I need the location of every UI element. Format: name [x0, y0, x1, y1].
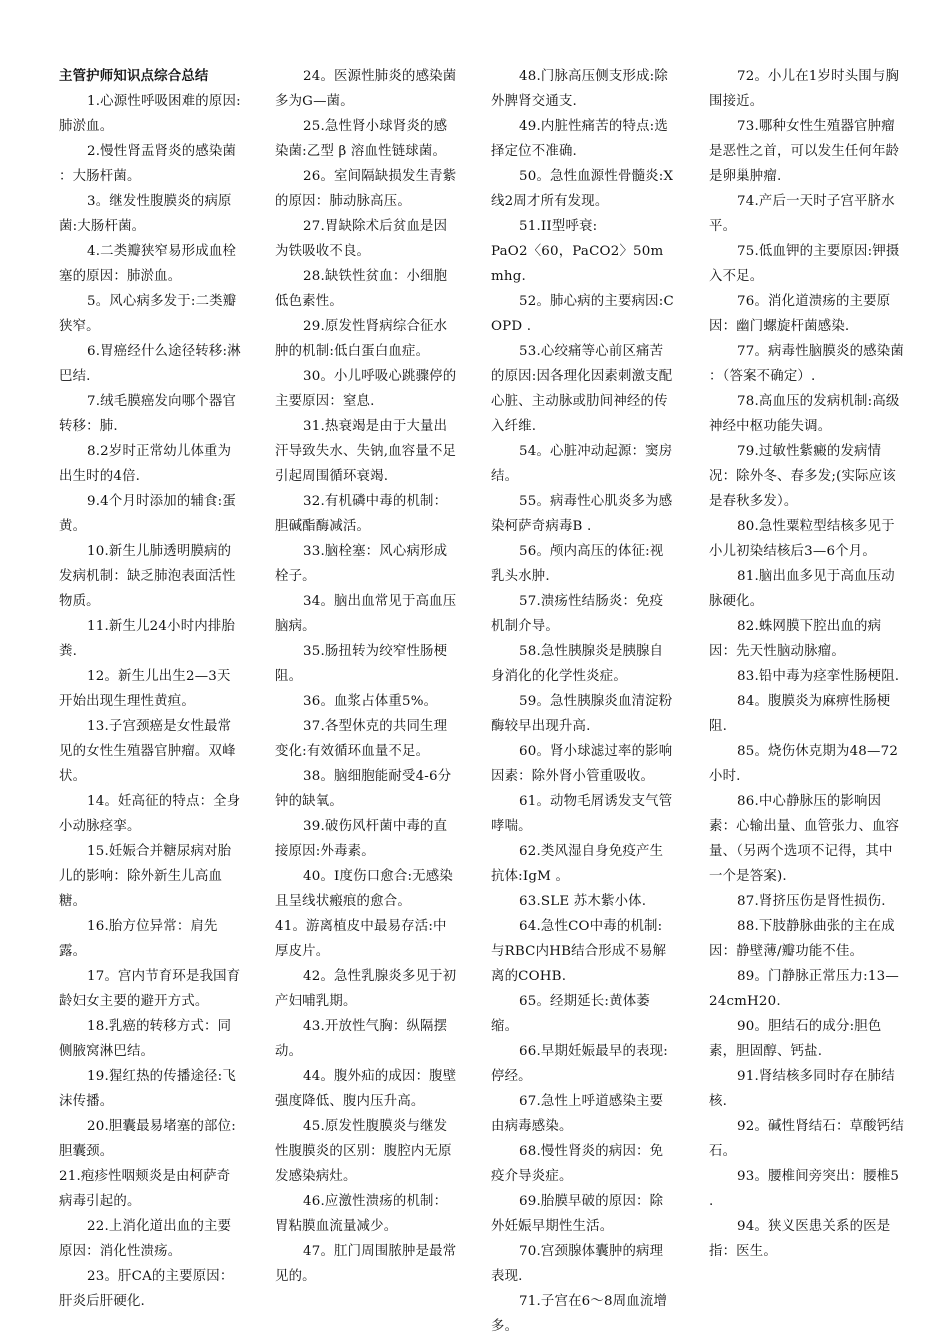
knowledge-point: 53.心绞痛等心前区痛苦的原因:因各理化因素刺激支配心脏、主动脉或肋间神经的传入纤维.	[491, 344, 673, 434]
knowledge-point: 58.急性胰腺炎是胰腺自身消化的化学性炎症。	[491, 644, 664, 684]
knowledge-point: 17。宫内节育环是我国育龄妇女主要的避开方式。	[59, 969, 241, 1009]
knowledge-point: 14。妊高征的特点：全身小动脉痉挛。	[59, 794, 241, 834]
knowledge-point: 66.早期妊娠最早的表现:停经。	[491, 1044, 668, 1084]
knowledge-point: 60。肾小球滤过率的影响因素：除外肾小管重吸收。	[491, 744, 673, 784]
knowledge-point: 40。I度伤口愈合:无感染且呈线状瘢痕的愈合。	[275, 869, 453, 909]
knowledge-point: 32.有机磷中毒的机制：胆碱酯酶减活。	[275, 494, 448, 534]
knowledge-point: 90。胆结石的成分:胆色素，胆固醇、钙盐.	[709, 1019, 882, 1059]
knowledge-point: 84。腹膜炎为麻痹性肠梗阻.	[709, 694, 891, 734]
knowledge-point: 61。动物毛屑诱发支气管哮喘。	[491, 794, 673, 834]
knowledge-point: 82.蛛网膜下腔出血的病因：先天性脑动脉瘤。	[709, 619, 882, 659]
knowledge-point: 78.高血压的发病机制:高级神经中枢功能失调。	[709, 394, 900, 434]
knowledge-point: 83.铅中毒为痉挛性肠梗阻.	[737, 669, 900, 684]
knowledge-point: 87.肾挤压伤是肾性损伤.	[737, 894, 886, 909]
knowledge-point: 9.4个月时添加的辅食:蛋黄。	[59, 494, 236, 534]
knowledge-point: 71.子宫在6～8周血流增多。	[491, 1294, 668, 1334]
knowledge-point: 56。颅内高压的体征:视乳头水肿.	[491, 544, 664, 584]
knowledge-point: 38。脑细胞能耐受4-6分钟的缺氧。	[275, 769, 452, 809]
knowledge-point: 62.类风湿自身免疫产生抗体:IgM 。	[491, 844, 664, 884]
knowledge-point: 31.热衰竭是由于大量出汗导致失水、失钠,血容量不足引起周围循环衰竭.	[275, 419, 457, 484]
knowledge-point: 50。急性血源性骨髓炎:X线2周才所有发现。	[491, 169, 674, 209]
knowledge-point: 86.中心静脉压的影响因素：心输出量、血管张力、血容量、（另两个选项不记得，其中一个是答案).	[709, 794, 900, 884]
knowledge-point: 33.脑栓塞：风心病形成栓子。	[275, 544, 448, 584]
knowledge-point: 59。急性胰腺炎血清淀粉酶较早出现升高.	[491, 694, 673, 734]
knowledge-point: 67.急性上呼道感染主要由病毒感染。	[491, 1094, 664, 1134]
knowledge-point: 69.胎膜早破的原因：除外妊娠早期性生活。	[491, 1194, 664, 1234]
text-column-4	[709, 64, 904, 1264]
knowledge-point: 26。室间隔缺损发生青紫的原因：肺动脉高压。	[275, 169, 457, 209]
knowledge-point: 2.慢性肾盂肾炎的感染菌 ：大肠杆菌。	[59, 144, 237, 184]
knowledge-point: 5。风心病多发于:二类瓣狭窄。	[59, 294, 237, 334]
knowledge-point: 55。病毒性心肌炎多为感染柯萨奇病毒B .	[491, 494, 673, 534]
knowledge-point: 18.乳癌的转移方式：同侧腋窝淋巴结。	[59, 1019, 232, 1059]
knowledge-point: 54。心脏冲动起源：窦房结。	[491, 444, 673, 484]
knowledge-point: 36。血浆占体重5%。	[303, 694, 438, 709]
knowledge-point: 27.胃缺除术后贫血是因为铁吸收不良。	[275, 219, 448, 259]
knowledge-point: 29.原发性肾病综合征水肿的机制:低白蛋白血症。	[275, 319, 448, 359]
knowledge-point: 76。消化道溃疡的主要原因：幽门螺旋杆菌感染.	[709, 294, 891, 334]
knowledge-point: 51.II型呼衰:	[519, 219, 598, 234]
knowledge-point: 13.子宫颈癌是女性最常见的女性生殖器官肿瘤。双峰状。	[59, 719, 236, 784]
knowledge-point: 34。脑出血常见于高血压脑病。	[275, 594, 457, 634]
knowledge-point: 22.上消化道出血的主要原因：消化性溃疡。	[59, 1219, 232, 1259]
knowledge-point: 23。肝CA的主要原因：肝炎后肝硬化.	[59, 1269, 234, 1309]
knowledge-point: 89。门静脉正常压力:13—24cmH20.	[709, 969, 899, 1009]
knowledge-point: 68.慢性肾炎的病因：免疫介导炎症。	[491, 1144, 664, 1184]
knowledge-point: 73.哪种女性生殖器官肿瘤是恶性之首，可以发生任何年龄是卵巢肿瘤.	[709, 119, 900, 184]
knowledge-point: 70.宫颈腺体囊肿的病理表现.	[491, 1244, 664, 1284]
knowledge-point: 24。医源性肺炎的感染菌多为G—菌。	[275, 69, 457, 109]
knowledge-point: 41。游离植皮中最易存活:中厚皮片。	[275, 919, 447, 959]
knowledge-point: 85。烧伤休克期为48—72小时.	[709, 744, 899, 784]
knowledge-point: 39.破伤风杆菌中毒的直接原因:外毒素。	[275, 819, 448, 859]
knowledge-point: 19.猩红热的传播途径:飞沫传播。	[59, 1069, 236, 1109]
knowledge-point: 25.急性肾小球肾炎的感染菌:乙型 β 溶血性链球菌。	[275, 119, 448, 159]
document-title: 主管护师知识点综合总结	[59, 69, 209, 84]
knowledge-point: 15.妊娠合并糖尿病对胎儿的影响：除外新生儿高血糖。	[59, 844, 232, 909]
text-column-1	[59, 64, 242, 1314]
knowledge-point: 91.肾结核多同时存在肺结核.	[709, 1069, 895, 1109]
knowledge-point: 48.门脉高压侧支形成:除外脾肾交通支.	[491, 69, 668, 109]
knowledge-point: 93。腰椎间旁突出：腰椎5 .	[709, 1169, 900, 1209]
knowledge-point: 8.2岁时正常幼儿体重为出生时的4倍.	[59, 444, 232, 484]
knowledge-point: PaO2〈60，PaCO2〉50mmhg.	[491, 244, 664, 284]
knowledge-point: 12。新生儿出生2—3天开始出现生理性黄疸。	[59, 669, 231, 709]
knowledge-point: 11.新生儿24小时内排胎粪.	[59, 619, 236, 659]
knowledge-point: 21.疱疹性咽颊炎是由柯萨奇病毒引起的。	[59, 1169, 231, 1209]
knowledge-point: 52。肺心病的主要病因:COPD .	[491, 294, 674, 334]
knowledge-point: 64.急性CO中毒的机制:与RBC内HB结合形成不易解离的COHB.	[491, 919, 667, 984]
knowledge-point: 6.胃癌经什么途径转移:淋巴结.	[59, 344, 241, 384]
knowledge-point: 3。继发性腹膜炎的病原菌:大肠杆菌。	[59, 194, 232, 234]
knowledge-point: 7.绒毛膜癌发向哪个器官转移：肺.	[59, 394, 237, 434]
text-column-3	[491, 64, 674, 1339]
knowledge-point: 74.产后一天时子宫平脐水平。	[709, 194, 895, 234]
knowledge-point: 92。碱性肾结石：草酸钙结石。	[709, 1119, 904, 1159]
knowledge-point: 63.SLE 苏木紫小体.	[519, 894, 647, 909]
knowledge-point: 1.心源性呼吸困难的原因:肺淤血。	[59, 94, 241, 134]
knowledge-point: 81.脑出血多见于高血压动脉硬化。	[709, 569, 895, 609]
knowledge-point: 16.胎方位异常：肩先露。	[59, 919, 218, 959]
knowledge-point: 10.新生儿肺透明膜病的发病机制：缺乏肺泡表面活性物质。	[59, 544, 236, 609]
knowledge-point: 37.各型休克的共同生理变化:有效循环血量不足。	[275, 719, 448, 759]
knowledge-point: 77。病毒性脑膜炎的感染菌 ：（答案不确定）.	[709, 344, 904, 384]
knowledge-point: 43.开放性气胸：纵隔摆动。	[275, 1019, 448, 1059]
knowledge-point: 72。小儿在1岁时头围与胸围接近。	[709, 69, 900, 109]
knowledge-point: 80.急性粟粒型结核多见于小儿初染结核后3—6个月。	[709, 519, 895, 559]
knowledge-point: 20.胆囊最易堵塞的部位:胆囊颈。	[59, 1119, 236, 1159]
knowledge-point: 30。小儿呼吸心跳骤停的主要原因：窒息.	[275, 369, 457, 409]
knowledge-point: 75.低血钾的主要原因:钾摄入不足。	[709, 244, 900, 284]
knowledge-point: 49.内脏性痛苦的特点:选择定位不准确.	[491, 119, 668, 159]
knowledge-point: 4.二类瓣狭窄易形成血栓塞的原因：肺淤血。	[59, 244, 237, 284]
knowledge-point: 94。狭义医患关系的医是指：医生。	[709, 1219, 891, 1259]
knowledge-point: 88.下肢静脉曲张的主在成因：静壁薄/瓣功能不佳。	[709, 919, 895, 959]
knowledge-point: 65。经期延长:黄体萎缩。	[491, 994, 650, 1034]
knowledge-point: 46.应激性溃疡的机制：胃粘膜血流量减少。	[275, 1194, 448, 1234]
knowledge-point: 47。肛门周围脓肿是最常见的。	[275, 1244, 457, 1284]
knowledge-point: 42。急性乳腺炎多见于初产妇哺乳期。	[275, 969, 457, 1009]
knowledge-point: 45.原发性腹膜炎与继发性腹膜炎的区别：腹腔内无原发感染病灶。	[275, 1119, 452, 1184]
knowledge-point: 28.缺铁性贫血：小细胞低色素性。	[275, 269, 448, 309]
text-column-2	[275, 64, 458, 1289]
knowledge-point: 79.过敏性紫癜的发病情况：除外冬、春多发;(实际应该是春秋多发）。	[709, 444, 896, 509]
knowledge-point: 57.溃疡性结肠炎：免疫机制介导。	[491, 594, 664, 634]
knowledge-point: 44。腹外疝的成因：腹壁强度降低、腹内压升高。	[275, 1069, 457, 1109]
knowledge-point: 35.肠扭转为绞窄性肠梗阻。	[275, 644, 448, 684]
